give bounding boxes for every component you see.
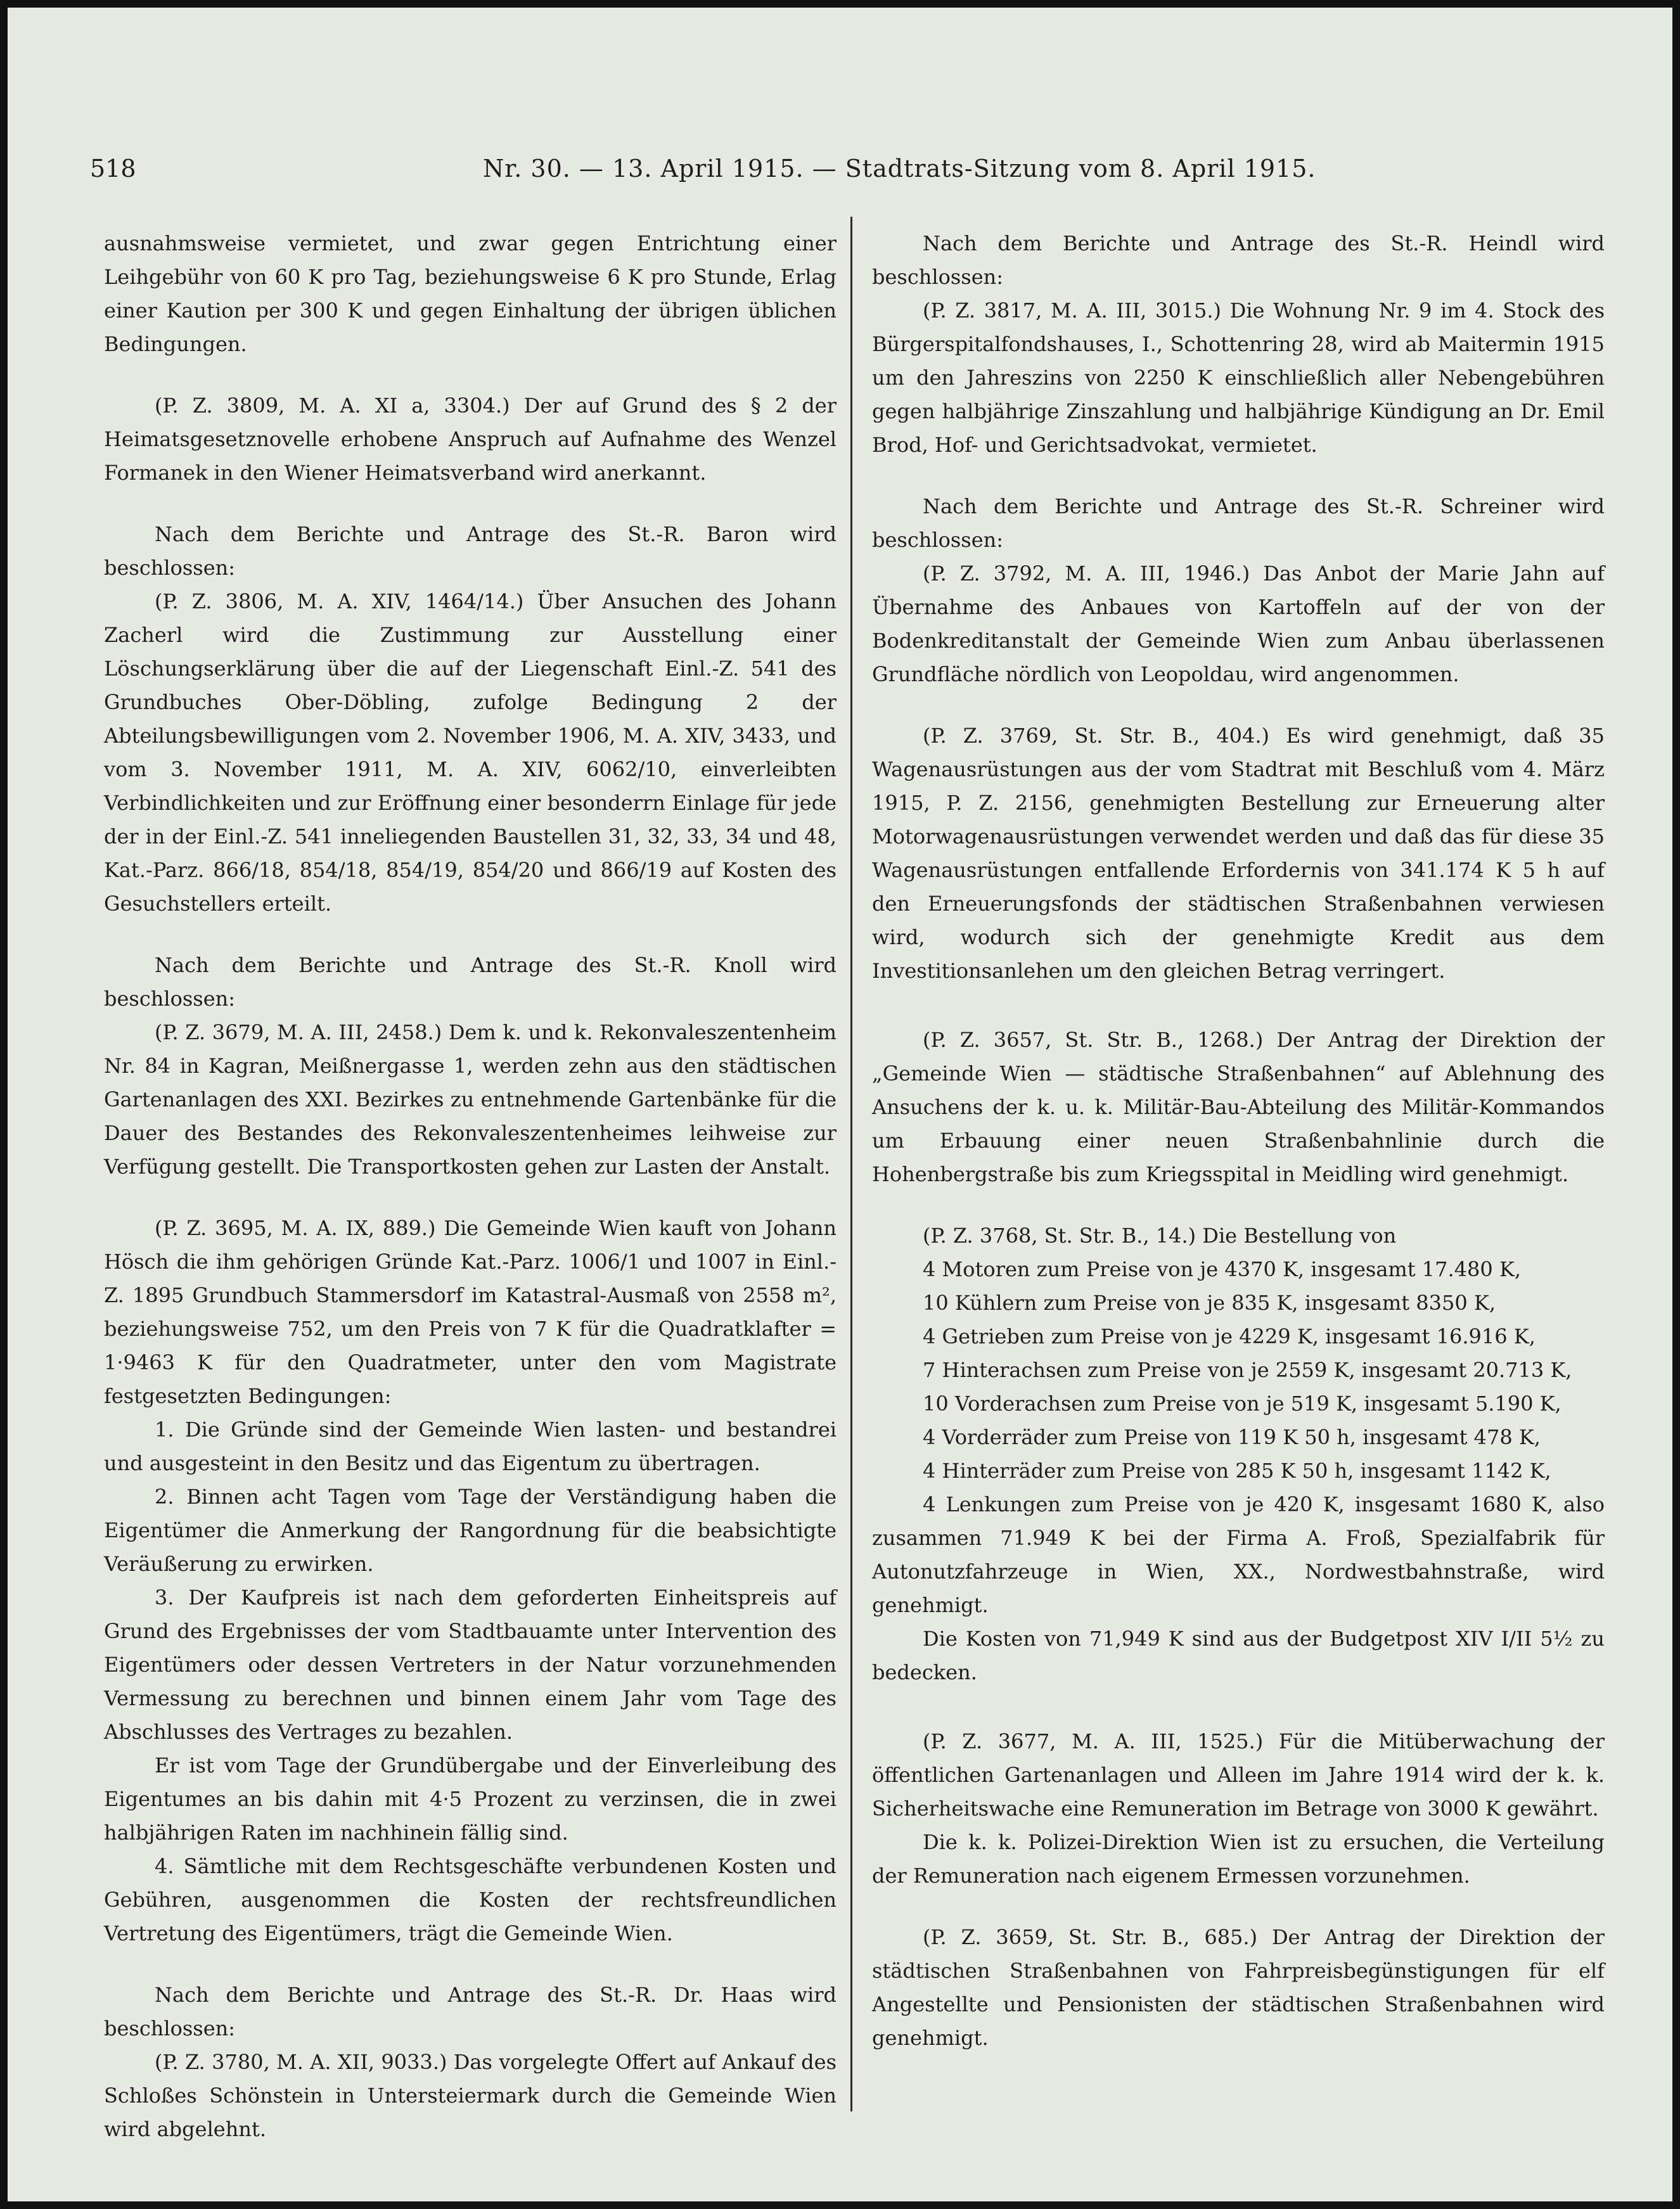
paragraph: (P. Z. 3695, M. A. IX, 889.) Die Gemeinde Wien kauft von Johann Hösch die ihm gehörigen Gründe Kat.-Parz. 1006/1 und 1007 in Einl.-Z. 1895 Grundbuch Stammersdorf im Katastral-Ausmaß von 2558 m², beziehungsweise 752, um den Preis von 7 K für die Quadratklafter = 1·9463 K für den Quadratmeter, unter den vom Magistrate festgesetzten Bedingungen: <box>104 1216 837 1408</box>
resolution-intro: Nach dem Berichte und Antrage des St.-R. Baron wird beschlossen: <box>104 522 837 580</box>
paragraph: (P. Z. 3677, M. A. III, 1525.) Für die Mitüberwachung der öffentlichen Gartenanlagen und Alleen im Jahre 1914 wird der k. k. Sicherheitswache eine Remuneration im Betrage von 3000 K gewährt. <box>872 1729 1605 1821</box>
paragraph: (P. Z. 3657, St. Str. B., 1268.) Der Antrag der Direktion der „Gemeinde Wien — städtische Straßenbahnen“ auf Ablehnung des Ansuchens der k. u. k. Militär-Bau-Abteilung des Militär-Kommandos um Erbauung einer neuen Straßenbahnlinie durch die Hohenbergstraße bis zum Kriegsspital in Meidling wird genehmigt. <box>872 1028 1605 1186</box>
order-line: 4 Lenkungen zum Preise von je 420 K, insgesamt 1680 K, also zusammen 71.949 K bei der Firma A. Froß, Spezialfabrik für Autonutzfahrzeuge in Wien, XX., Nordwestbahnstraße, wird genehmigt. <box>872 1492 1605 1617</box>
resolution-intro: Nach dem Berichte und Antrage des St.-R. Schreiner wird beschlossen: <box>872 494 1605 552</box>
page-number: 518 <box>90 155 136 182</box>
paragraph: (P. Z. 3769, St. Str. B., 404.) Es wird genehmigt, daß 35 Wagenausrüstungen aus der vom Stadtrat mit Beschluß vom 4. März 1915, P. Z. 2156, genehmigten Bestellung zur Erneuerung alter Motorwagenausrüstungen verwendet werden und daß das für diese 35 Wagenausrüstungen entfallende Erfordernis von 341.174 K 5 h auf den Erneuerungsfonds der städtischen Straßenbahnen verwiesen wird, wodurch sich der genehmigte Kredit aus dem Investitionsanlehen um den gleichen Betrag verringert. <box>872 724 1605 983</box>
order-line: 4 Motoren zum Preise von je 4370 K, insgesamt 17.480 K, <box>923 1257 1522 1281</box>
paragraph: (P. Z. 3806, M. A. XIV, 1464/14.) Über Ansuchen des Johann Zacherl wird die Zustimmung zur Ausstellung einer Löschungserklärung über die auf der Liegenschaft Einl.-Z. 541 des Grundbuches Ober-Döbling, zufolge Bedingung 2 der Abteilungsbewilligungen vom 2. November 1906, M. A. XIV, 3433, und vom 3. November 1911, M. A. XIV, 6062/10, einverleibten Verbindlichkeiten und zur Eröffnung einer besonderrn Einlage für jede der in der Einl.-Z. 541 inneliegenden Baustellen 31, 32, 33, 34 und 48, Kat.-Parz. 866/18, 854/18, 854/19, 854/20 und 866/19 auf Kosten des Gesuchstellers erteilt. <box>104 589 837 916</box>
paragraph: (P. Z. 3679, M. A. III, 2458.) Dem k. und k. Rekonvaleszentenheim Nr. 84 in Kagran, Meißnergasse 1, werden zehn aus den städtischen Gartenanlagen des XXI. Bezirkes zu entnehmende Gartenbänke für die Dauer des Bestandes des Rekonvaleszentenheimes leihweise zur Verfügung gestellt. Die Transportkosten gehen zur Lasten der Anstalt. <box>104 1020 837 1179</box>
column-divider <box>850 217 852 2111</box>
running-title: Nr. 30. — 13. April 1915. — Stadtrats-Sitzung vom 8. April 1915. <box>483 155 1316 182</box>
paragraph: (P. Z. 3780, M. A. XII, 9033.) Das vorgelegte Offert auf Ankauf des Schloßes Schönstein in Untersteiermark durch die Gemeinde Wien wird abgelehnt. <box>104 2050 837 2141</box>
resolution-intro: Nach dem Berichte und Antrage des St.-R. Dr. Haas wird beschlossen: <box>104 1983 837 2040</box>
list-item: 3. Der Kaufpreis ist nach dem geforderten Einheitspreis auf Grund des Ergebnisses der vom Stadtbauamte unter Intervention des Eigentümers oder dessen Vertreters in der Natur vorzunehmenden Vermessung zu berechnen und binnen einem Jahr vom Tage des Abschlusses des Vertrages zu bezahlen. <box>104 1585 837 1744</box>
order-line: 7 Hinterachsen zum Preise von je 2559 K, insgesamt 20.713 K, <box>923 1358 1572 1382</box>
list-item: 2. Binnen acht Tagen vom Tage der Verständigung haben die Eigentümer die Anmerkung der Rangordnung für die beabsichtigte Veräußerung zu erwirken. <box>104 1485 837 1576</box>
order-line: 4 Getrieben zum Preise von je 4229 K, insgesamt 16.916 K, <box>923 1324 1536 1348</box>
order-line: 4 Vorderräder zum Preise von 119 K 50 h, insgesamt 478 K, <box>923 1425 1541 1449</box>
list-item: 1. Die Gründe sind der Gemeinde Wien lasten- und bestandrei und ausgesteint in den Besitz und das Eigentum zu übertragen. <box>104 1418 837 1475</box>
document-page <box>8 8 1672 2201</box>
page-header <box>90 155 1624 186</box>
paragraph: (P. Z. 3792, M. A. III, 1946.) Das Anbot der Marie Jahn auf Übernahme des Anbaues von Kartoffeln auf der von der Bodenkreditanstalt der Gemeinde Wien zum Anbau überlassenen Grundfläche nördlich von Leopoldau, wird angenommen. <box>872 561 1605 686</box>
order-line: 4 Hinterräder zum Preise von 285 K 50 h, insgesamt 1142 K, <box>923 1459 1551 1483</box>
resolution-intro: Nach dem Berichte und Antrage des St.-R. Heindl wird beschlossen: <box>872 231 1605 289</box>
paragraph: (P. Z. 3659, St. Str. B., 685.) Der Antrag der Direktion der städtischen Straßenbahnen von Fahrpreisbegünstigungen für elf Angestellte und Pensionisten der städtischen Straßenbahnen wird genehmigt. <box>872 1925 1605 2050</box>
paragraph: (P. Z. 3817, M. A. III, 3015.) Die Wohnung Nr. 9 im 4. Stock des Bürgerspitalfondshauses, I., Schottenring 28, wird ab Maitermin 1915 um den Jahreszins von 2250 K einschließlich aller Nebengebühren gegen halbjährige Zinszahlung und halbjährige Kündigung an Dr. Emil Brod, Hof- und Gerichtsadvokat, vermietet. <box>872 298 1605 457</box>
paragraph: (P. Z. 3809, M. A. XI a, 3304.) Der auf Grund des § 2 der Heimatsgesetznovelle erhobene Anspruch auf Aufnahme des Wenzel Formanek in den Wiener Heimatsverband wird anerkannt. <box>104 394 837 485</box>
left-column <box>104 227 837 2146</box>
resolution-intro: Nach dem Berichte und Antrage des St.-R. Knoll wird beschlossen: <box>104 953 837 1011</box>
paragraph: (P. Z. 3768, St. Str. B., 14.) Die Bestellung von <box>923 1224 1397 1248</box>
order-line: 10 Vorderachsen zum Preise von je 519 K, insgesamt 5.190 K, <box>923 1392 1561 1416</box>
right-column <box>872 227 1605 2055</box>
order-line: 10 Kühlern zum Preise von je 835 K, insgesamt 8350 K, <box>923 1291 1496 1315</box>
list-item: 4. Sämtliche mit dem Rechtsgeschäfte verbundenen Kosten und Gebühren, ausgenommen die Kosten der rechtsfreundlichen Vertretung des Eigentümers, trägt die Gemeinde Wien. <box>104 1854 837 1945</box>
paragraph: ausnahmsweise vermietet, und zwar gegen Entrichtung einer Leihgebühr von 60 K pro Tag, beziehungsweise 6 K pro Stunde, Erlag einer Kaution per 300 K und gegen Einhaltung der übrigen üblichen Bedingungen. <box>104 231 837 356</box>
paragraph: Die k. k. Polizei-Direktion Wien ist zu ersuchen, die Verteilung der Remuneration nach eigenem Ermessen vorzunehmen. <box>872 1830 1605 1888</box>
paragraph: Die Kosten von 71,949 K sind aus der Budgetpost XIV I/II 5½ zu bedecken. <box>872 1627 1605 1684</box>
paragraph: Er ist vom Tage der Grundübergabe und der Einverleibung des Eigentumes an bis dahin mit 4·5 Prozent zu verzinsen, die in zwei halbjährigen Raten im nachhinein fällig sind. <box>104 1753 837 1845</box>
